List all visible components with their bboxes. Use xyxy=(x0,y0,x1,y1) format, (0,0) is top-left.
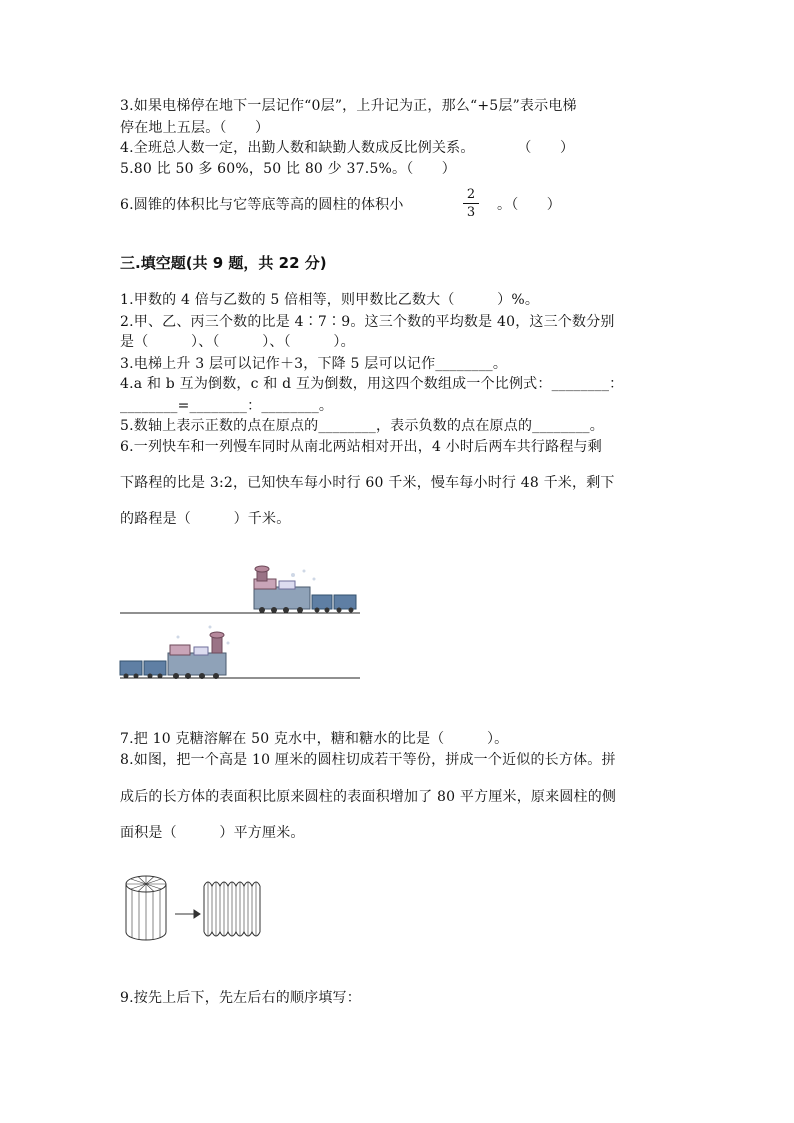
fill-q8-line3: 面积是（ ）平方厘米。 xyxy=(120,825,305,841)
fill-q6-line2: 下路程的比是 3:2，已知快车每小时行 60 千米，慢车每小时行 48 千米，剩下 xyxy=(120,475,615,491)
train-illustration xyxy=(118,565,364,683)
fast-train-icon xyxy=(254,566,356,613)
fraction-two-thirds xyxy=(463,187,479,220)
fill-q1: 1.甲数的 4 倍与乙数的 5 倍相等，则甲数比乙数大（ ）%。 xyxy=(120,292,540,308)
section-title: 三.填空题(共 9 题，共 22 分) xyxy=(120,254,327,272)
judge-q3-line1: 3.如果电梯停在地下一层记作“0层”，上升记为正，那么“+5层”表示电梯 xyxy=(120,98,577,114)
slow-train-icon xyxy=(120,626,230,680)
cylinder-icon xyxy=(126,876,166,940)
judge-q4: 4.全班总人数一定，出勤人数和缺勤人数成反比例关系。 （ ） xyxy=(120,140,575,156)
fill-q6-line1: 6.一列快车和一列慢车同时从南北两站相对开出，4 小时后两车共行路程与剩 xyxy=(120,439,602,455)
cylinder-to-cuboid-illustration xyxy=(122,872,272,944)
fill-q8-line1: 8.如图，把一个高是 10 厘米的圆柱切成若干等份，拼成一个近似的长方体。拼 xyxy=(120,752,616,768)
fill-q5: 5.数轴上表示正数的点在原点的________，表示负数的点在原点的________。 xyxy=(120,418,604,434)
judge-q3-line2: 停在地上五层。（ ） xyxy=(120,120,270,136)
fill-q2-line1: 2.甲、乙、丙三个数的比是 4∶7∶9。这三个数的平均数是 40，这三个数分别 xyxy=(120,314,615,330)
fraction-numerator: 2 xyxy=(466,187,476,202)
fill-q4-line2: ________=________：________。 xyxy=(120,398,334,414)
fill-q7: 7.把 10 克糖溶解在 50 克水中，糖和糖水的比是（ ）。 xyxy=(120,731,509,747)
cuboid-icon xyxy=(204,882,260,936)
judge-q5: 5.80 比 50 多 60%，50 比 80 少 37.5%。（ ） xyxy=(120,161,457,177)
fill-q3: 3.电梯上升 3 层可以记作＋3，下降 5 层可以记作________。 xyxy=(120,356,508,372)
fill-q9: 9.按先上后下，先左后右的顺序填写： xyxy=(120,990,361,1006)
fill-q8-line2: 成后的长方体的表面积比原来圆柱的表面积增加了 80 平方厘米，原来圆柱的侧 xyxy=(120,789,617,805)
fraction-denominator: 3 xyxy=(466,205,476,220)
fill-q2-line2: 是（ ）、（ ）、（ ）。 xyxy=(120,334,355,350)
judge-q6-answer: 。（ ） xyxy=(497,197,561,213)
fill-q6-line3: 的路程是（ ）千米。 xyxy=(120,511,291,527)
arrow-right-icon xyxy=(175,910,200,918)
judge-q6-text: 6.圆锥的体积比与它等底等高的圆柱的体积小 xyxy=(120,197,404,213)
fill-q4-line1: 4.a 和 b 互为倒数，c 和 d 互为倒数，用这四个数组成一个比例式：________： xyxy=(120,376,624,392)
